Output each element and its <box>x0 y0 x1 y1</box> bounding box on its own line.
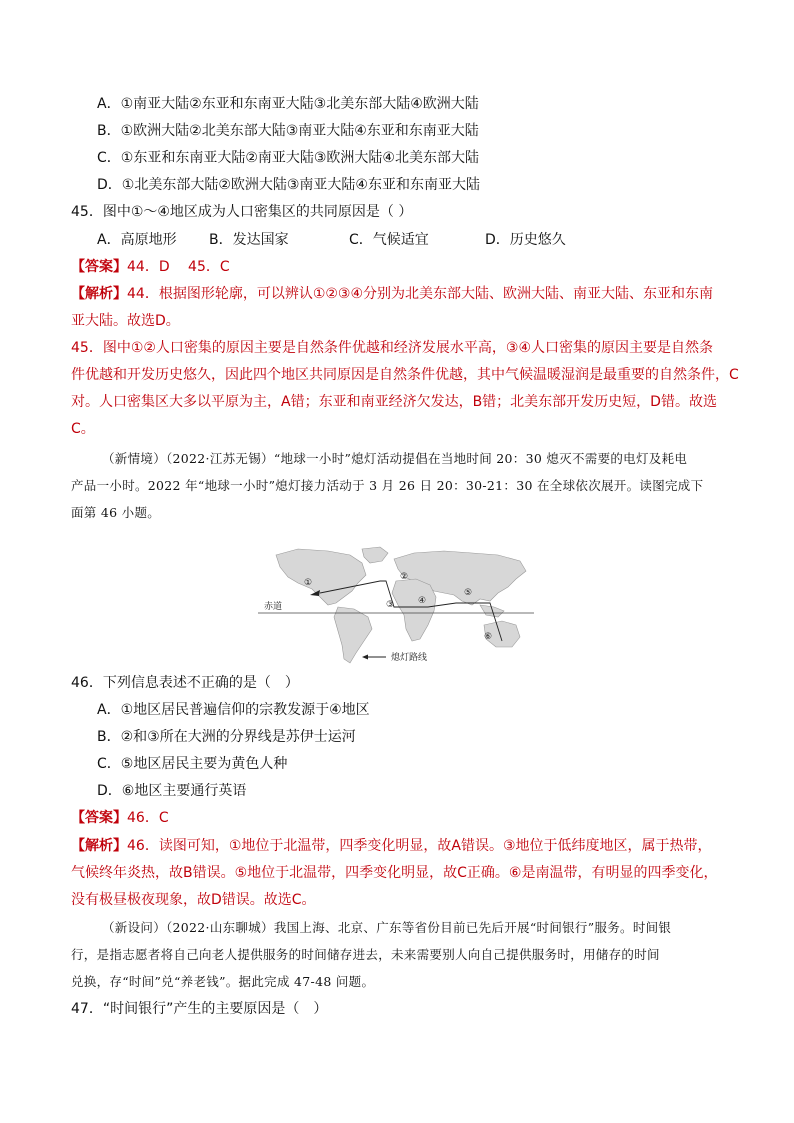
world-map-figure <box>258 545 534 667</box>
explanation-44-45-line-2: 亚大陆。故选D。 <box>71 313 180 329</box>
q46-option-a: A．①地区居民普遍信仰的宗教发源于④地区 <box>97 702 370 718</box>
intro-47-line-1: （新设问）（2022·山东聊城）我国上海、北京、广东等省份目前已先后开展“时间银行”服务。时间银 <box>102 920 672 935</box>
explanation-44-45-line-6: C。 <box>71 421 95 437</box>
marker-4: ④ <box>418 596 427 606</box>
intro-46-line-3: 面第 46 小题。 <box>71 505 161 520</box>
q46-option-d: D．⑥地区主要通行英语 <box>97 783 247 799</box>
world-map-svg <box>258 545 534 667</box>
intro-47-line-2: 行，是指志愿者将自己向老人提供服务的时间储存进去，未来需要别人向自己提供服务时，用储存的时间 <box>71 947 660 962</box>
explanation-tag: 【解析】 <box>71 286 127 302</box>
q45-option-d: D．历史悠久 <box>485 232 566 248</box>
intro-46-line-1: （新情境）（2022·江苏无锡）“地球一小时”熄灯活动提倡在当地时间 20：30 熄灭不需要的电灯及耗电 <box>102 451 688 466</box>
equator-label: 赤道 <box>264 602 283 612</box>
q46-option-c: C．⑤地区居民主要为黄色人种 <box>97 756 288 772</box>
answer-44-45 <box>71 257 230 277</box>
explanation-tag: 【解析】 <box>71 838 127 854</box>
intro-46-line-2: 产品一小时。2022 年“地球一小时”熄灯接力活动于 3 月 26 日 20：30-21：30 在全球依次展开。读图完成下 <box>71 478 704 493</box>
q45-option-b: B．发达国家 <box>209 232 289 248</box>
marker-1: ① <box>304 578 313 588</box>
explanation-44-45-line-3: 45．图中①②人口密集的原因主要是自然条件优越和经济发展水平高，③④人口密集的原因主要是自然条 <box>71 340 714 356</box>
answer-tag: 【答案】 <box>71 259 127 275</box>
legend-label: 熄灯路线 <box>391 653 428 663</box>
explanation-46-line-1: 【解析】46．读图可知，①地位于北温带，四季变化明显，故A错误。③地位于低纬度地区，属于热带， <box>71 838 712 854</box>
q45-option-c: C．气候适宜 <box>349 232 429 248</box>
marker-5: ⑤ <box>464 588 473 598</box>
explanation-44-45-line-5: 对。人口密集区大多以平原为主，A错；东亚和南亚经济欠发达，B错；北美东部开发历史短，D错。故选 <box>71 394 717 410</box>
q44-option-a: A．①南亚大陆②东亚和东南亚大陆③北美东部大陆④欧洲大陆 <box>97 96 479 112</box>
explanation-46-line-3: 没有极昼极夜现象，故D错误。故选C。 <box>71 892 316 908</box>
q44-option-c: C．①东亚和东南亚大陆②南亚大陆③欧洲大陆④北美东部大陆 <box>97 150 479 166</box>
explanation-44-45-line-4: 件优越和开发历史悠久，因此四个地区共同原因是自然条件优越，其中气候温暖湿润是最重要的自然条件，C <box>71 367 739 383</box>
answer-text: 46．C <box>127 810 169 826</box>
answer-46 <box>71 808 169 828</box>
q47-stem: 47．“时间银行”产生的主要原因是（ ） <box>71 1001 328 1017</box>
q46-stem: 46．下列信息表述不正确的是（ ） <box>71 675 299 691</box>
q45-option-a: A．高原地形 <box>97 232 177 248</box>
marker-3: ③ <box>386 600 395 610</box>
q44-option-b: B．①欧洲大陆②北美东部大陆③南亚大陆④东亚和东南亚大陆 <box>97 123 479 139</box>
q44-option-d: D．①北美东部大陆②欧洲大陆③南亚大陆④东亚和东南亚大陆 <box>97 177 480 193</box>
intro-47-line-3: 兑换，存“时间”兑“养老钱”。据此完成 47-48 问题。 <box>71 974 375 989</box>
marker-6: ⑥ <box>484 632 493 642</box>
explanation-46-line-2: 气候终年炎热，故B错误。⑤地位于北温带，四季变化明显，故C正确。⑥是南温带，有明显的四季变化， <box>71 865 718 881</box>
answer-text: 44．D 45．C <box>127 259 230 275</box>
q45-stem: 45．图中①～④地区成为人口密集区的共同原因是（ ） <box>71 204 413 220</box>
marker-2: ② <box>400 572 409 582</box>
answer-tag: 【答案】 <box>71 810 127 826</box>
q46-option-b: B．②和③所在大洲的分界线是苏伊士运河 <box>97 729 356 745</box>
explanation-44-45-line-1: 【解析】44．根据图形轮廓，可以辨认①②③④分别为北美东部大陆、欧洲大陆、南亚大陆、东亚和东南 <box>71 286 714 302</box>
